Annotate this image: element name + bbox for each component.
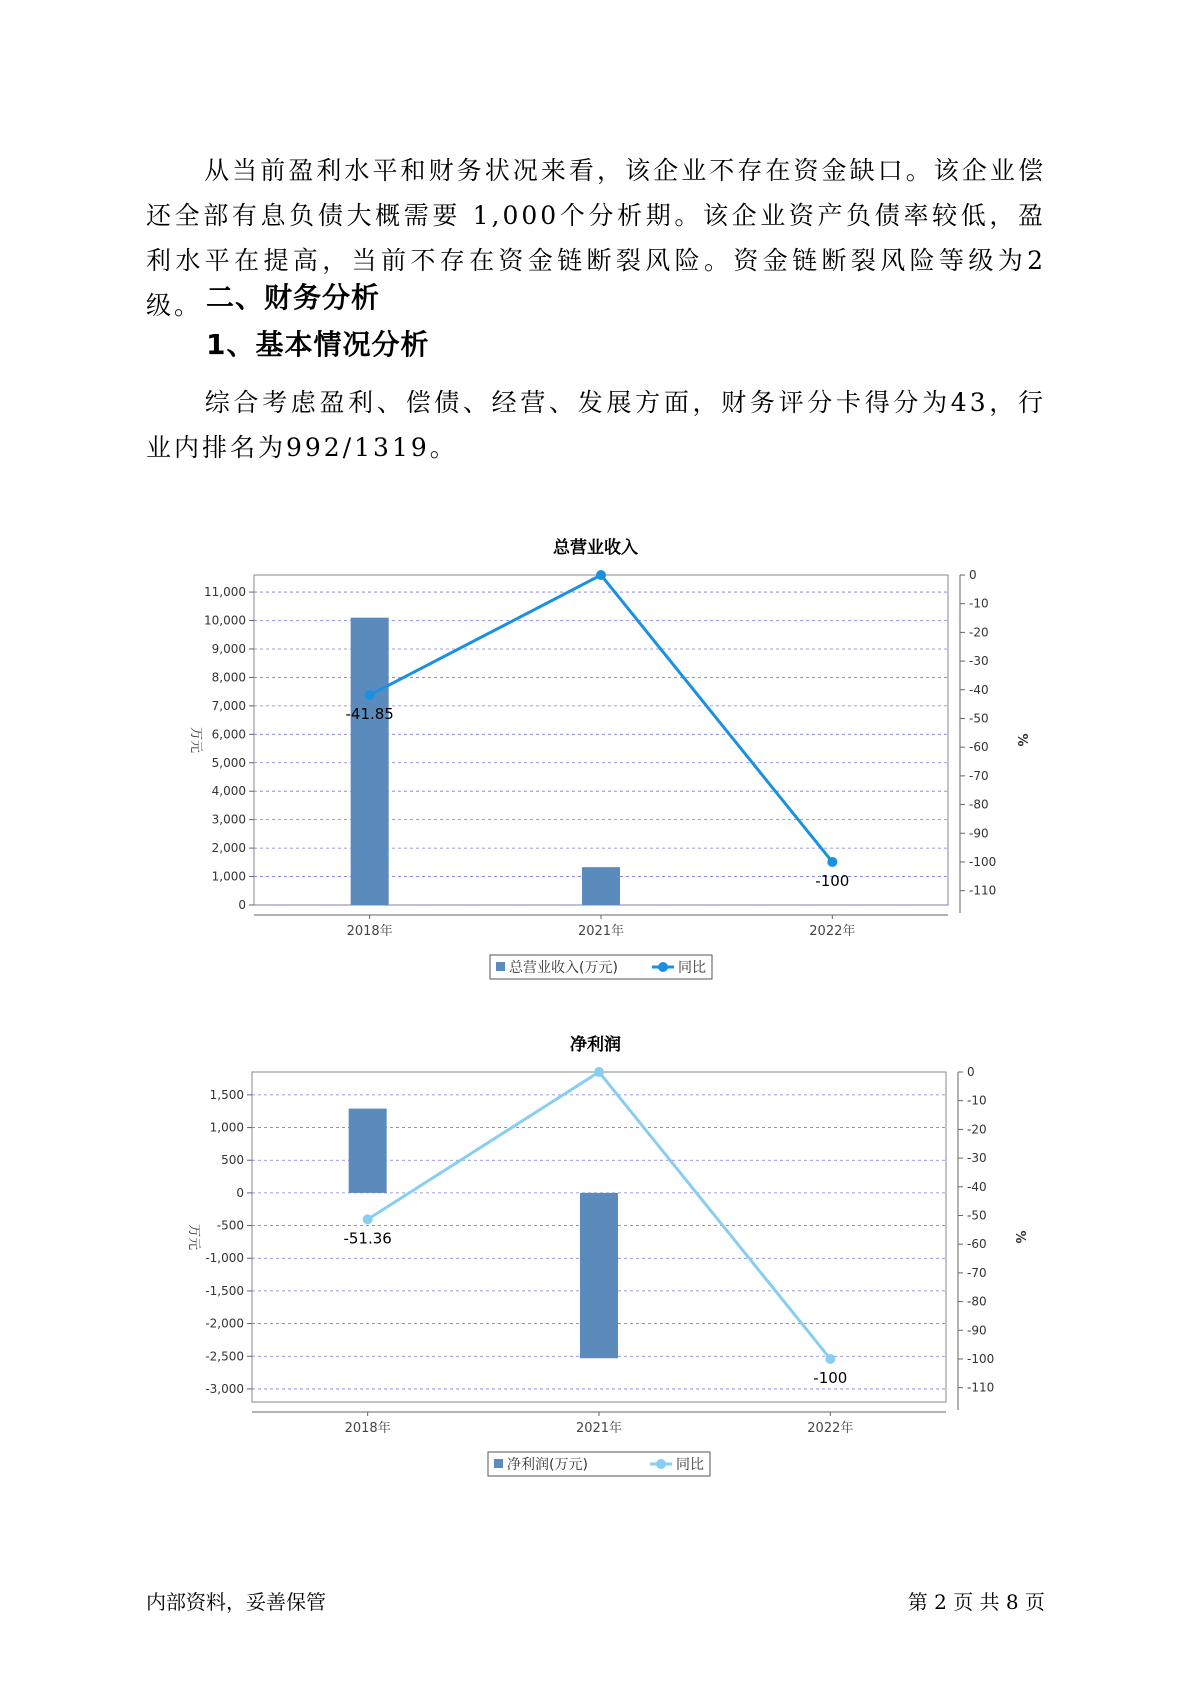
y-axis-label: 万元 — [188, 726, 203, 754]
bar — [351, 618, 389, 905]
y2-tick-label: -90 — [967, 1323, 987, 1338]
y-tick-label: -2,000 — [205, 1316, 244, 1331]
y2-tick-label: -110 — [967, 1380, 995, 1395]
yoy-line — [370, 575, 833, 862]
y2-axis-label: % — [1012, 1230, 1027, 1244]
bar — [582, 867, 620, 905]
y-tick-label: 11,000 — [204, 585, 246, 600]
y-tick-label: -500 — [216, 1218, 244, 1233]
y-tick-label: 9,000 — [211, 641, 246, 656]
net-profit-chart — [0, 1052, 1191, 1482]
y2-tick-label: -80 — [967, 1294, 987, 1309]
y2-tick-label: -10 — [969, 596, 989, 611]
x-tick-label: 2022年 — [807, 1421, 854, 1436]
y2-tick-label: -10 — [967, 1093, 987, 1108]
y-tick-label: 0 — [238, 898, 246, 912]
subsection-heading-basic-analysis: 1、基本情况分析 — [206, 328, 430, 361]
yoy-point — [594, 1067, 604, 1077]
data-label: -100 — [813, 1368, 848, 1387]
y-axis-label: 万元 — [186, 1223, 201, 1251]
y2-tick-label: -60 — [969, 740, 989, 755]
data-label: -51.36 — [343, 1229, 392, 1248]
y-tick-label: 1,000 — [209, 1120, 244, 1135]
y-tick-label: 10,000 — [204, 613, 246, 628]
y2-tick-label: -40 — [969, 682, 989, 697]
y2-tick-label: -20 — [967, 1122, 987, 1137]
y-tick-label: 1,000 — [211, 869, 246, 884]
y2-tick-label: 0 — [969, 568, 977, 582]
legend-bar-label: 总营业收入(万元) — [509, 960, 618, 976]
y-tick-label: 1,500 — [209, 1087, 244, 1102]
y2-tick-label: 0 — [967, 1065, 975, 1079]
legend-line-label: 同比 — [676, 1457, 704, 1473]
legend-line-marker — [658, 962, 668, 972]
x-tick-label: 2018年 — [346, 924, 393, 939]
x-tick-label: 2022年 — [809, 924, 856, 939]
y-tick-label: 7,000 — [211, 698, 246, 713]
y2-axis-label: % — [1014, 733, 1029, 747]
y2-tick-label: -40 — [967, 1179, 987, 1194]
y2-tick-label: -100 — [969, 854, 997, 869]
yoy-point — [365, 690, 375, 700]
y2-tick-label: -70 — [967, 1265, 987, 1280]
legend-line-marker — [656, 1459, 666, 1469]
legend-line-label: 同比 — [678, 960, 706, 976]
y-tick-label: -1,500 — [205, 1283, 244, 1298]
legend-bar-label: 净利润(万元) — [507, 1457, 588, 1473]
y-tick-label: 3,000 — [211, 812, 246, 827]
chart-title-net-profit: 净利润 — [570, 1035, 621, 1055]
y2-tick-label: -30 — [967, 1151, 987, 1166]
y2-tick-label: -70 — [969, 768, 989, 783]
section-heading-financial-analysis: 二、财务分析 — [206, 281, 381, 314]
y2-tick-label: -90 — [969, 826, 989, 841]
y2-tick-label: -110 — [969, 883, 997, 898]
y-tick-label: 8,000 — [211, 670, 246, 685]
y-tick-label: 6,000 — [211, 727, 246, 742]
y-tick-label: 5,000 — [211, 755, 246, 770]
x-tick-label: 2018年 — [344, 1421, 391, 1436]
y2-tick-label: -100 — [967, 1351, 995, 1366]
y2-tick-label: -50 — [967, 1208, 987, 1223]
data-label: -100 — [815, 871, 850, 890]
yoy-point — [825, 1354, 835, 1364]
y2-tick-label: -20 — [969, 625, 989, 640]
y-tick-label: -1,000 — [205, 1251, 244, 1266]
y2-tick-label: -60 — [967, 1237, 987, 1252]
risk-paragraph: 从当前盈利水平和财务状况来看，该企业不存在资金缺口。该企业偿还全部有息负债大概需要 1,000个分析期。该企业资产负债率较低，盈利水平在提高，当前不存在资金链断裂风险。资金链断裂风险等级为2级。 — [146, 156, 1046, 320]
footer-confidential-note: 内部资料，妥善保管 — [146, 1590, 326, 1614]
y-tick-label: 2,000 — [211, 841, 246, 856]
legend-bar-swatch — [494, 1459, 503, 1468]
y-tick-label: -2,500 — [205, 1349, 244, 1364]
y-tick-label: 4,000 — [211, 784, 246, 799]
yoy-point — [827, 857, 837, 867]
data-label: -41.85 — [345, 705, 394, 724]
y2-tick-label: -30 — [969, 654, 989, 669]
y-tick-label: 0 — [236, 1185, 244, 1200]
bar — [580, 1193, 618, 1358]
yoy-point — [596, 570, 606, 580]
chart-title-revenue: 总营业收入 — [553, 538, 638, 558]
x-tick-label: 2021年 — [577, 924, 625, 939]
y2-tick-label: -80 — [969, 797, 989, 812]
y2-tick-label: -50 — [969, 711, 989, 726]
y-tick-label: 500 — [221, 1153, 244, 1168]
footer-page-number: 第 2 页 共 8 页 — [907, 1590, 1045, 1614]
y-tick-label: -3,000 — [205, 1381, 244, 1396]
score-paragraph: 综合考虑盈利、偿债、经营、发展方面，财务评分卡得分为43，行业内排名为992/1319。 — [146, 388, 1046, 462]
legend-bar-swatch — [496, 962, 505, 971]
bar — [349, 1109, 387, 1193]
x-tick-label: 2021年 — [575, 1421, 623, 1436]
revenue-chart — [0, 555, 1191, 985]
yoy-point — [363, 1214, 373, 1224]
